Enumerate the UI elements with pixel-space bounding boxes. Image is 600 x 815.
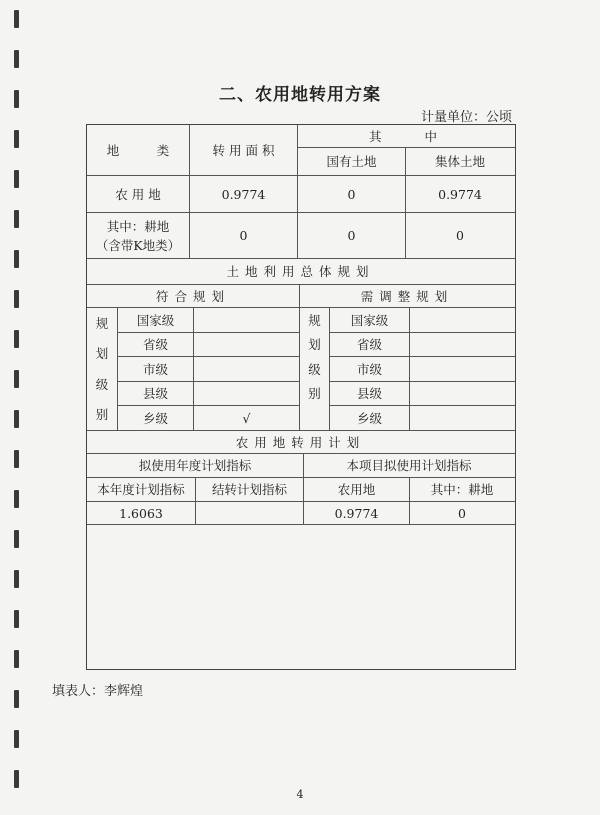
- binding-hole: [14, 410, 19, 428]
- header-conversion-area: 转 用 面 积: [212, 142, 275, 158]
- checkmark-township: √: [242, 410, 251, 426]
- filled-by: 填表人：李辉煌: [52, 684, 144, 699]
- left-level-city: 市级: [142, 361, 168, 377]
- binding-holes: [14, 0, 20, 815]
- binding-hole: [14, 690, 19, 708]
- page-number: 4: [296, 788, 304, 801]
- header-land-type: 地 类: [106, 142, 170, 158]
- row-farm-area: 0: [239, 228, 248, 243]
- binding-hole: [14, 130, 19, 148]
- binding-hole: [14, 50, 19, 68]
- binding-hole: [14, 330, 19, 348]
- binding-hole: [14, 770, 19, 788]
- left-level-county: 县级: [142, 386, 168, 401]
- right-level-provincial: 省级: [356, 337, 382, 352]
- conform-plan-header: 符合规划: [155, 288, 230, 304]
- header-collective-land: 集体土地: [434, 154, 485, 169]
- header-among: 其 中: [368, 128, 443, 144]
- right-value-county: [410, 382, 514, 405]
- binding-hole: [14, 650, 19, 668]
- left-level-national: 国家级: [136, 312, 175, 328]
- header-state-land: 国有土地: [326, 154, 377, 169]
- annual-quota-header: 拟使用年度计划指标: [138, 458, 252, 473]
- left-level-township: 乡级: [142, 410, 168, 426]
- binding-hole: [14, 170, 19, 188]
- planning-level-label-left: 规 划 级 别: [95, 315, 109, 423]
- binding-hole: [14, 370, 19, 388]
- planning-header: 土地利用总体规划: [226, 264, 375, 279]
- unit-label: 计量单位：公顷: [420, 110, 512, 125]
- value-this-year-quota: 1.6063: [119, 505, 163, 521]
- binding-hole: [14, 610, 19, 628]
- right-level-national: 国家级: [350, 312, 389, 328]
- value-carryover-quota: [196, 502, 303, 524]
- binding-hole: [14, 530, 19, 548]
- row-farm-collective: 0: [456, 228, 464, 243]
- left-value-city: [194, 357, 299, 381]
- col-this-year-quota: 本年度计划指标: [97, 482, 185, 497]
- binding-hole: [14, 10, 19, 28]
- row-farm-label: [87, 213, 189, 258]
- left-level-provincial: 省级: [142, 337, 168, 352]
- row-agri-area: 0.9774: [221, 186, 266, 202]
- binding-hole: [14, 490, 19, 508]
- left-value-national: [194, 308, 299, 332]
- col-farmland: 其中：耕地: [430, 482, 494, 497]
- col-agri-land: 农用地: [337, 482, 376, 497]
- planning-level-label-right: 规 划 级 别: [308, 312, 321, 402]
- right-level-city: 市级: [356, 361, 382, 377]
- value-farmland: 0: [458, 505, 466, 521]
- right-level-county: 县级: [356, 386, 382, 401]
- left-value-provincial: [194, 333, 299, 356]
- row-farm-label-line1: 其中：耕地: [106, 218, 170, 234]
- binding-hole: [14, 570, 19, 588]
- left-value-county: [194, 382, 299, 405]
- binding-hole: [14, 210, 19, 228]
- binding-hole: [14, 250, 19, 268]
- binding-hole: [14, 290, 19, 308]
- page-title: 二、农用地转用方案: [219, 85, 381, 105]
- col-carryover-quota: 结转计划指标: [211, 482, 287, 497]
- project-quota-header: 本项目拟使用计划指标: [346, 458, 472, 473]
- right-value-provincial: [410, 333, 514, 356]
- row-farm-label-line2: （含带K地类）: [95, 237, 181, 253]
- row-agri-state: 0: [347, 186, 356, 202]
- row-agri-collective: 0.9774: [438, 186, 482, 202]
- binding-hole: [14, 450, 19, 468]
- right-level-township: 乡级: [356, 410, 382, 426]
- adjust-plan-header: 需调整规划: [360, 288, 454, 304]
- right-value-township: [410, 406, 514, 430]
- value-agri-land: 0.9774: [334, 505, 379, 521]
- row-farm-state: 0: [347, 228, 356, 243]
- binding-hole: [14, 730, 19, 748]
- conversion-plan-header: 农用地转用计划: [235, 434, 366, 450]
- row-agri-label: 农 用 地: [115, 186, 161, 202]
- right-value-national: [410, 308, 514, 332]
- right-value-city: [410, 357, 514, 381]
